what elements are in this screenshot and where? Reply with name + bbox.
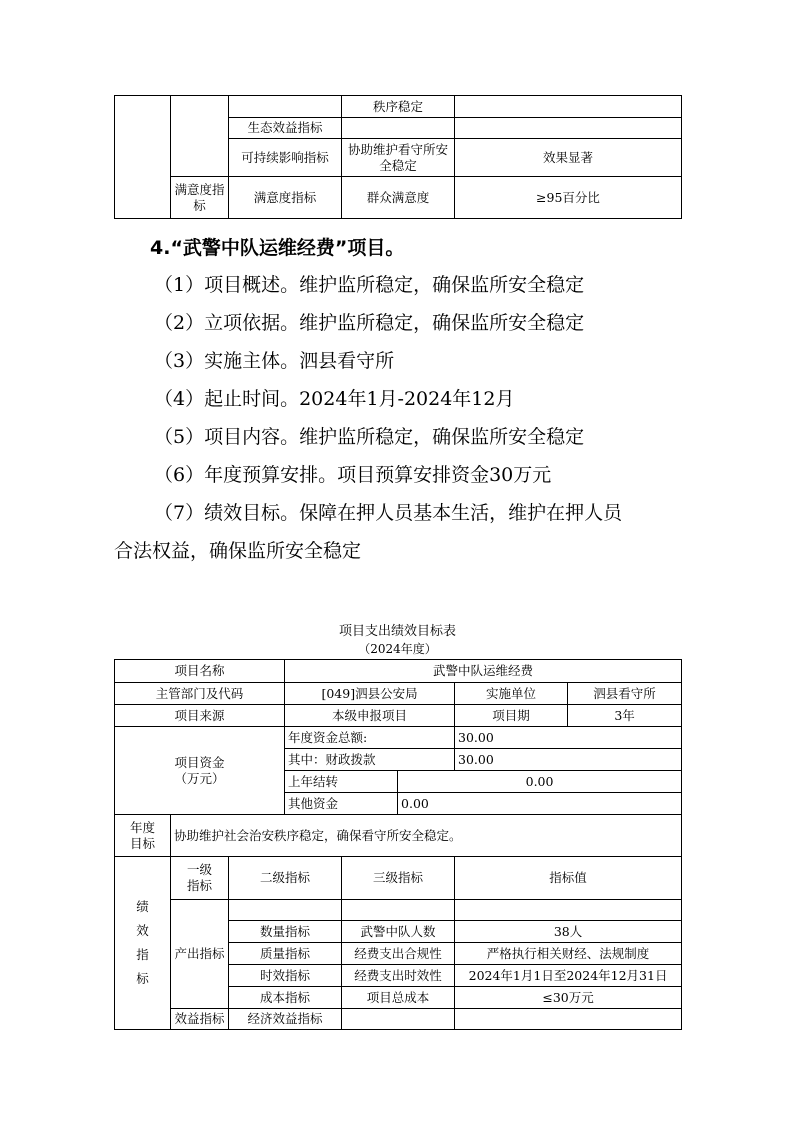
source-value: 本级申报项目 [285, 705, 455, 727]
perf-label-char: 标 [136, 971, 149, 986]
dept-label: 主管部门及代码 [115, 683, 285, 705]
project-performance-table [114, 659, 682, 1030]
top-table-cell [115, 96, 171, 219]
list-item: 合法权益，确保监所安全稳定 [114, 540, 362, 562]
table-title: 项目支出绩效目标表 [338, 624, 456, 639]
output-label: 产出指标 [171, 900, 229, 1009]
benefit-label: 效益指标 [171, 1009, 229, 1030]
perf-label-char: 指 [136, 947, 149, 962]
fund-total-label: 年度资金总额: [285, 727, 455, 749]
project-name: 武警中队运维经费 [285, 660, 682, 683]
period-label: 项目期 [455, 705, 568, 727]
perf-label-char: 绩 [136, 899, 149, 914]
fund-total-value: 30.00 [455, 727, 682, 749]
list-item: （4）起止时间。2024年1月-2024年12月 [154, 388, 515, 410]
level2-cell: 质量指标 [229, 943, 342, 965]
list-item: （7）绩效目标。保障在押人员基本生活，维护在押人员 [154, 502, 623, 524]
table-cell [455, 900, 682, 921]
dept-value: [049]泗县公安局 [285, 683, 455, 705]
list-item: （3）实施主体。泗县看守所 [154, 350, 395, 372]
fund-label [115, 727, 285, 815]
level2-cell: 时效指标 [229, 965, 342, 987]
top-table-cell: ≥95百分比 [455, 177, 682, 219]
level3-cell: 武警中队人数 [342, 921, 455, 943]
impl-label: 实施单位 [455, 683, 568, 705]
level1-header-line: 一级 [186, 862, 212, 877]
level3-header: 三级指标 [342, 857, 455, 900]
table-cell [455, 1009, 682, 1030]
goal-label-line: 年度 [129, 819, 155, 835]
top-table-cell: 协助维护看守所安全稳定 [342, 139, 455, 177]
level3-cell: 项目总成本 [342, 987, 455, 1009]
value-header: 指标值 [455, 857, 682, 900]
goal-label-line: 目标 [129, 835, 155, 851]
level3-cell: 经费支出时效性 [342, 965, 455, 987]
level1-header [171, 857, 229, 900]
value-cell: 严格执行相关财经、法规制度 [455, 943, 682, 965]
value-cell: 2024年1月1日至2024年12月31日 [455, 965, 682, 987]
top-table-cell [455, 118, 682, 139]
project-name-label: 项目名称 [115, 660, 285, 683]
source-label: 项目来源 [115, 705, 285, 727]
level2-header: 二级指标 [229, 857, 342, 900]
fund-carry-label: 上年结转 [285, 771, 398, 793]
top-table-cell: 可持续影响指标 [229, 139, 342, 177]
table-cell [342, 900, 455, 921]
level1-header-line: 指标 [186, 878, 212, 893]
list-item: （2）立项依据。维护监所稳定，确保监所安全稳定 [154, 312, 585, 334]
level3-cell: 经费支出合规性 [342, 943, 455, 965]
perf-label-char: 效 [136, 923, 149, 938]
fund-other-value: 0.00 [398, 793, 682, 815]
top-table-cell: 群众满意度 [342, 177, 455, 219]
fund-fiscal-value: 30.00 [455, 749, 682, 771]
fund-fiscal-label: 其中：财政拨款 [285, 749, 455, 771]
section-heading: 4.“武警中队运维经费”项目。 [150, 237, 405, 259]
goal-label [115, 815, 171, 857]
period-value: 3年 [568, 705, 682, 727]
table-subtitle: （2024年度） [358, 642, 437, 656]
top-table-cell: 秩序稳定 [342, 96, 455, 118]
top-table-cell [171, 96, 229, 177]
top-table-cell [229, 96, 342, 118]
fund-label-line: （万元） [174, 770, 225, 786]
level2-cell: 成本指标 [229, 987, 342, 1009]
top-performance-table [114, 95, 682, 219]
fund-label-line: 项目资金 [174, 754, 225, 770]
value-cell: 38人 [455, 921, 682, 943]
perf-label [115, 857, 171, 1030]
fund-other-label: 其他资金 [285, 793, 398, 815]
value-cell: ≤30万元 [455, 987, 682, 1009]
list-item: （5）项目内容。维护监所稳定，确保监所安全稳定 [154, 426, 585, 448]
table-cell [229, 900, 342, 921]
table-cell [342, 1009, 455, 1030]
level2-cell: 数量指标 [229, 921, 342, 943]
list-item: （6）年度预算安排。项目预算安排资金30万元 [154, 464, 552, 486]
top-table-cell: 效果显著 [455, 139, 682, 177]
top-table-cell: 满意度指标 [171, 177, 229, 219]
impl-value: 泗县看守所 [568, 683, 682, 705]
top-table-cell [455, 96, 682, 118]
fund-carry-value: 0.00 [398, 771, 682, 793]
level2-cell: 经济效益指标 [229, 1009, 342, 1030]
top-table-cell: 生态效益指标 [229, 118, 342, 139]
goal-value: 协助维护社会治安秩序稳定，确保看守所安全稳定。 [171, 815, 682, 857]
top-table-cell: 满意度指标 [229, 177, 342, 219]
list-item: （1）项目概述。维护监所稳定，确保监所安全稳定 [154, 274, 585, 296]
top-table-cell [342, 118, 455, 139]
item-list [114, 266, 684, 570]
